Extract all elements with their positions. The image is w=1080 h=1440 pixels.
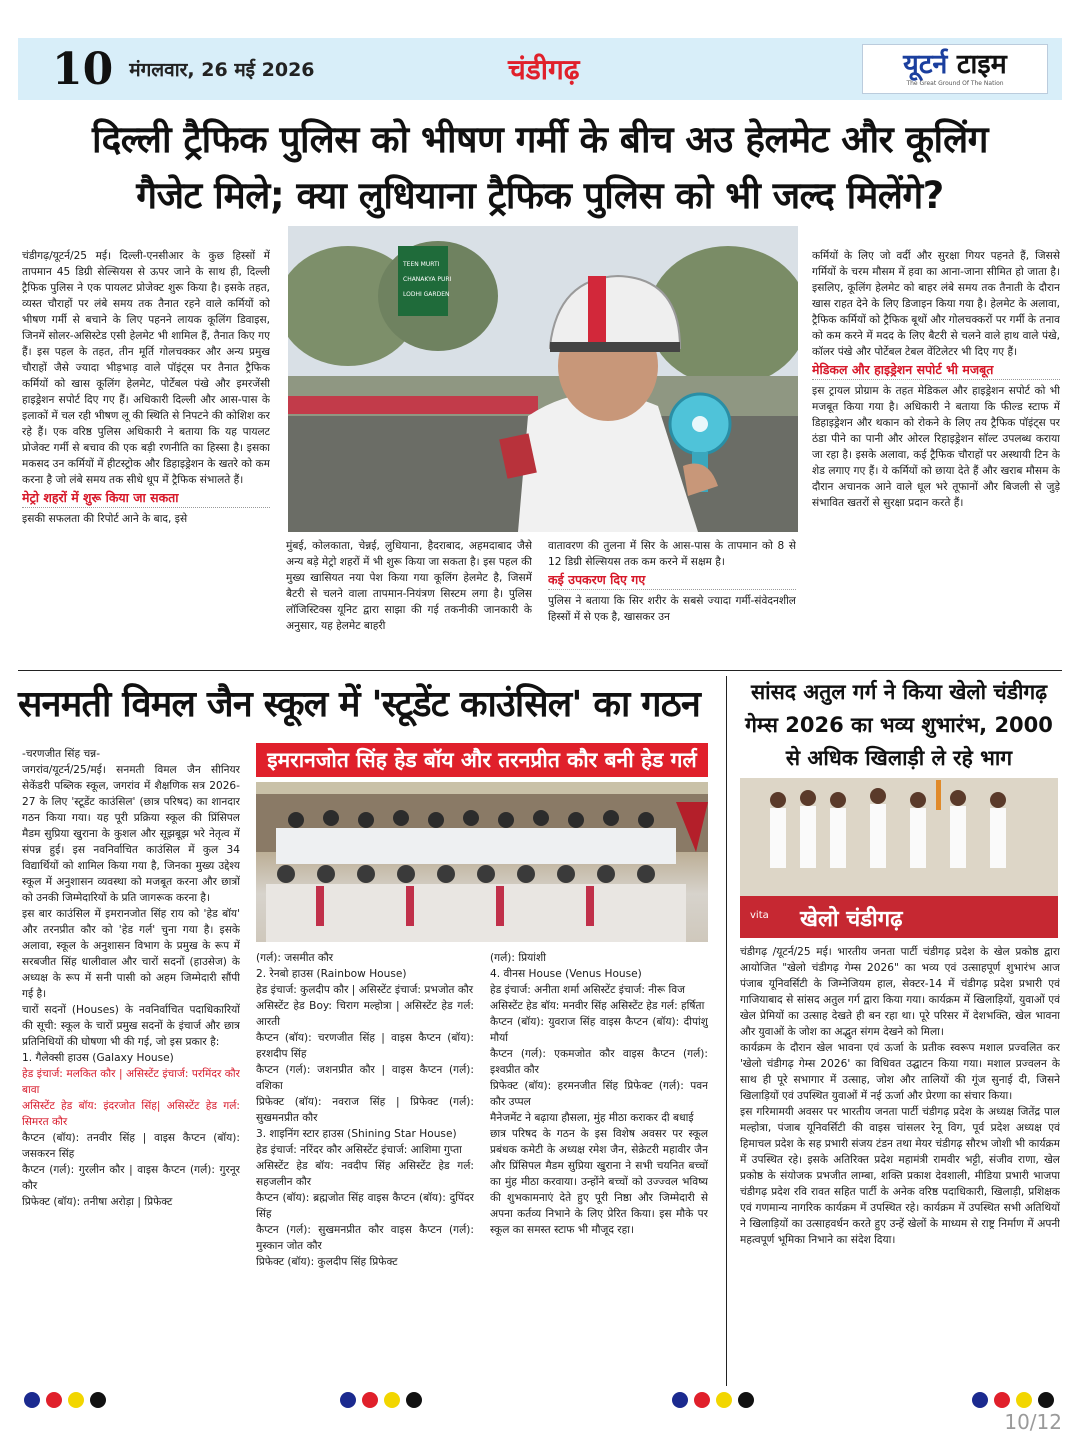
story2-col3-e: कैप्टन (बॉय): युवराज सिंह वाइस कैप्टन (बॉय): दीपांशु मौर्या xyxy=(490,1016,708,1044)
khelo-chandigarh-illustration xyxy=(740,778,1058,938)
color-dot-yellow xyxy=(384,1392,400,1408)
color-dot-yellow xyxy=(1016,1392,1032,1408)
story2-column-3 xyxy=(490,950,708,1386)
story2-col2-l: कैप्टन (गर्ल): सुखमनप्रीत कौर वाइस कैप्टन (गर्ल): मुस्कान जोत कौर xyxy=(256,1224,474,1252)
color-dot-black xyxy=(406,1392,422,1408)
color-dot-red xyxy=(694,1392,710,1408)
story3-body-2: कार्यक्रम के दौरान खेल भावना एवं ऊर्जा के प्रतीक स्वरूप मशाल प्रज्वलित कर 'खेलो चंडीगढ़ गेम्स 2026' का विधिवत उद्घाटन किया गया। मशाल प्रज्वलन के साथ ही पूरे सभागार में उत्साह, जोश और तालियों की गूंज सुनाई दी, जिसने खिलाड़ियों एवं उपस्थित युवाओं में नई ऊर्जा और प्रेरणा का संचार किया। xyxy=(740,1042,1060,1102)
story1-column-1 xyxy=(22,248,270,668)
student-council-photo xyxy=(256,782,708,942)
story2-col2-c: हेड इंचार्ज: कुलदीप कौर | असिस्टेंट इंचार्ज: प्रभजोत कौर xyxy=(256,984,474,996)
story3-headline: सांसद अतुल गर्ग ने किया खेलो चंडीगढ़ गेम्स 2026 का भव्य शुभारंभ, 2000 से अधिक खिलाड़ी ले रहे भाग xyxy=(745,680,1053,770)
story1-headline-line1: दिल्ली ट्रैफिक पुलिस को भीषण गर्मी के बीच अउ हेलमेट और कूलिंग xyxy=(92,118,988,161)
story2-col1-f: असिस्टेंट हेड बॉय: इंदरजोत सिंह| असिस्टेंट हेड गर्ल: सिमरत कौर xyxy=(22,1100,240,1128)
story2-col1-b: इस बार काउंसिल में इमरानजोत सिंह राय को 'हेड बॉय' और तरनप्रीत कौर को 'हेड गर्ल' चुना गया है। इसके अलावा, स्कूल के अनुशासन विभाग के प्रमुख के रूप में सरबजीत सिंह धालीवाल और चारों सदनों (हाउसेज) के अध्यक्ष के रूप में सनी पासी को अहम जिम्मेदारी सौंपी गई है। xyxy=(22,908,240,1000)
story1-headline-line2: गैजेट मिले; क्या लुधियाना ट्रैफिक पुलिस को भी जल्द मिलेंगे? xyxy=(136,174,944,217)
story1-column-2 xyxy=(286,538,532,666)
road-sign-text-2: CHANAKYA PURI xyxy=(403,276,452,283)
column-divider xyxy=(726,676,727,1386)
color-dot-black xyxy=(1038,1392,1054,1408)
story1-col3-end: पुलिस ने बताया कि सिर शरीर के सबसे ज्यादा गर्मी-संवेदनशील हिस्सों में से एक है, खासकर उन xyxy=(548,595,796,623)
story1-subhead-2: कई उपकरण दिए गए xyxy=(548,572,796,590)
story2-col2-k: कैप्टन (बॉय): ब्रह्मजोत सिंह वाइस कैप्टन (बॉय): दुपिंदर सिंह xyxy=(256,1192,474,1220)
color-dot-red xyxy=(362,1392,378,1408)
story2-col2-f: कैप्टन (गर्ल): जशनप्रीत कौर | वाइस कैप्टन (गर्ल): वशिका xyxy=(256,1064,474,1092)
color-dot-blue xyxy=(972,1392,988,1408)
color-dot-black xyxy=(738,1392,754,1408)
story2-col2-i: हेड इंचार्ज: नरिंदर कौर असिस्टेंट इंचार्ज: आशिमा गुप्ता xyxy=(256,1144,462,1156)
story1-col1-text: चंडीगढ़/यूटर्न/25 मई। दिल्ली-एनसीआर के कुछ हिस्सों में तापमान 45 डिग्री सेल्सियस से ऊपर जाने के साथ ही, दिल्ली ट्रैफिक पुलिस ने एक पायलट प्रोजेक्ट शुरू किया है। इसके तहत, व्यस्त चौराहों पर लंबे समय तक तैनात रहने वाले कर्मियों को भीषण गर्मी से बचाने के लिए पहनने लायक कूलिंग डिवाइस, जिनमें सोलर-असिस्टेड एसी हेलमेट भी शामिल हैं, तैनात किए गए हैं। इस पहल के तहत, तीन मूर्ति गोलचक्कर और अन्य प्रमुख चौराहों जैसे ज्यादा भीड़भाड़ वाले पॉइंट्स पर तैनात ट्रैफिक कर्मियों को खास कूलिंग हेलमेट, पोर्टेबल पंखे और इमरजेंसी हाइड्रेशन सपोर्ट दिए गए हैं। अधिकारी दिल्ली और आस-पास के इलाकों में चल रही भीषण लू की स्थिति से निपटने की कोशिश कर रहे हैं। एक वरिष्ठ पुलिस अधिकारी ने बताया कि यह पायलट प्रोजेक्ट गर्मी से बचाव की एक बड़ी रणनीति का हिस्सा है। इसका मकसद उन कर्मियों में हीटस्ट्रोक और डिहाइड्रेशन के खतरे को कम करना है जो लंबे समय तक सीधे धूप में ट्रैफिक संभालते हैं। xyxy=(22,250,270,486)
story2-col1-c: चारों सदनों (Houses) के नवनिर्वाचित पदाधिकारियों की सूची: स्कूल के चारों प्रमुख सदनों के इंचार्ज और छात्र प्रतिनिधियों की घोषणा भी की गई, जो इस प्रकार है: xyxy=(22,1004,240,1048)
issue-date: मंगलवार, 26 मई 2026 xyxy=(129,59,315,81)
story2-col1-d: 1. गैलेक्सी हाउस (Galaxy House) xyxy=(22,1052,174,1064)
photo-banner-small: vita xyxy=(750,910,769,921)
story2-col3-text: (गर्ल): प्रियांशी xyxy=(490,952,546,964)
story2-col2-j: असिस्टेंट हेड बॉय: नवदीप सिंह असिस्टेंट हेड गर्ल: सहजलीन कौर xyxy=(256,1160,474,1188)
color-dot-red xyxy=(46,1392,62,1408)
student-council-illustration xyxy=(256,782,708,942)
color-dot-blue xyxy=(672,1392,688,1408)
color-dot-yellow xyxy=(68,1392,84,1408)
story1-col3-text: वातावरण की तुलना में सिर के आस-पास के तापमान को 8 से 12 डिग्री सेल्सियस तक कम करने में सक्षम है। xyxy=(548,540,796,568)
color-dot-blue xyxy=(24,1392,40,1408)
story2-col2-e: कैप्टन (बॉय): चरणजीत सिंह | वाइस कैप्टन (बॉय): हरशदीप सिंह xyxy=(256,1032,474,1060)
color-dot-red xyxy=(994,1392,1010,1408)
story1-headline xyxy=(22,112,1058,224)
story3-body-1: चंडीगढ़ /यूटर्न/25 मई। भारतीय जनता पार्टी चंडीगढ़ प्रदेश के खेल प्रकोष्ठ द्वारा आयोजित "खेलो चंडीगढ़ गेम्स 2026" का भव्य एवं उत्साहपूर्ण शुभारंभ आज पंजाब यूनिवर्सिटी के जिम्नेजियम हाल, सेक्टर-14 में चंडीगढ़ प्रदेश प्रभारी एवं गाजियाबाद से सांसद अतुल गर्ग द्वारा किया गया। कार्यक्रम में खिलाड़ियों, युवाओं एवं खेल प्रेमियों का उत्साह देखते ही बन रहा था। पूरे परिसर में देशभक्ति, खेल भावना और युवाओं के जोश का अद्भुत संगम देखने को मिला। xyxy=(740,946,1060,1038)
story2-headline: सनमती विमल जैन स्कूल में 'स्टूडेंट काउंसिल' का गठन xyxy=(18,684,701,725)
story2-col2-b: 2. रेनबो हाउस (Rainbow House) xyxy=(256,968,407,980)
story2-col1-h: कैप्टन (गर्ल): गुरलीन कौर | वाइस कैप्टन (गर्ल): गुरनूर कौर xyxy=(22,1164,240,1192)
story2-col1-g: कैप्टन (बॉय): तनवीर सिंह | वाइस कैप्टन (बॉय): जसकरन सिंह xyxy=(22,1132,240,1160)
footer-dots-left xyxy=(24,1392,106,1408)
traffic-police-photo xyxy=(288,226,798,532)
story2-column-1 xyxy=(22,746,240,1386)
story1-column-4 xyxy=(812,248,1060,668)
story1-col2-text: मुंबई, कोलकाता, चेन्नई, लुधियाना, हैदराबाद, अहमदाबाद जैसे अन्य बड़े मेट्रो शहरों में भी शुरू किया जा सकता है। इस पहल की मुख्य खासियत नया पेश किया गया कूलिंग हेलमेट है, जिसमें बैटरी से चलने वाला तापमान-नियंत्रण सिस्टम लगा है। पुलिस लॉजिस्टिक्स यूनिट द्वारा साझा की गई तकनीकी जानकारी के अनुसार, यह हेलमेट बाहरी xyxy=(286,540,532,632)
story2-col1-text: जगरांव/यूटर्न/25/मई। सनमती विमल जैन सीनियर सेकेंडरी पब्लिक स्कूल, जगरांव में शैक्षणिक सत्र 2026-27 के लिए 'स्टूडेंट काउंसिल' (छात्र परिषद) का शानदार गठन किया गया। यह पूरी प्रक्रिया स्कूल की प्रिंसिपल मैडम सुप्रिया खुराना के कुशल और सूझबूझ भरे नेतृत्व में संपन्न हुई। इस नवनिर्वाचित काउंसिल में कुल 34 विद्यार्थियों को शामिल किया गया है, जिनका मुख्य उद्देश्य स्कूल में अनुशासन व्यवस्था को मजबूत करना और छात्रों को उनकी जिम्मेदारियों के प्रति जागरूक करना है। xyxy=(22,764,240,904)
story2-col2-text: (गर्ल): जसमीत कौर xyxy=(256,952,334,964)
story1-col4-text: कर्मियों के लिए जो वर्दी और सुरक्षा गियर पहनते हैं, जिससे गर्मियों के चरम मौसम में हवा का आना-जाना सीमित हो जाता है। इसलिए, कूलिंग हेलमेट को बाहर लंबे समय तक तैनाती के दौरान खास राहत देने के लिए डिजाइन किया गया है। हेलमेट के अलावा, ट्रैफिक कर्मियों को ट्रैफिक बूथों और गोलचक्करों पर गर्मी के तनाव को कम करने में मदद के लिए बैटरी से चलने वाले हाथ वाले पंखे, कॉलर पंखे और पोर्टेबल टेबल वेंटिलेटर भी दिए गए हैं। xyxy=(812,250,1060,358)
story2-byline: -चरणजीत सिंह चन्न- xyxy=(22,748,101,760)
masthead xyxy=(18,38,1062,100)
logo-text-b: टाइम xyxy=(947,49,1007,80)
story2-banner: इमरानजोत सिंह हेड बॉय और तरनप्रीत कौर बनी हेड गर्ल xyxy=(256,743,708,777)
traffic-police-illustration xyxy=(288,226,798,532)
story2-col3-d: असिस्टेंट हेड बॉय: मनवीर सिंह असिस्टेंट हेड गर्ल: हर्षिता xyxy=(490,1000,705,1012)
story2-col2-d: असिस्टेंट हेड Boy: चिराग मल्होत्रा | असिस्टेंट हेड गर्ल: आरती xyxy=(256,1000,474,1028)
story1-col4-end: इस ट्रायल प्रोग्राम के तहत मेडिकल और हाइड्रेशन सपोर्ट को भी मजबूत किया गया है। अधिकारी ने बताया कि फील्ड स्टाफ में डिहाइड्रेशन और थकान को रोकने के लिए तय ट्रैफिक पॉइंट्स पर ठंडा पीने का पानी और ओरल रिहाइड्रेशन सॉल्ट उपलब्ध कराया जा रहा है। इसके अलावा, कई ट्रैफिक चौराहों पर अस्थायी टिन के शेड लगाए गए हैं। ये कर्मियों को छाया देते हैं और खराब मौसम के दौरान अचानक आने वाले धूल भरे तूफानों और बिजली से जुड़े संभावित खतरों से सुरक्षा प्रदान करते हैं। xyxy=(812,385,1060,509)
footer-dots-right xyxy=(972,1392,1054,1408)
section-divider xyxy=(18,670,1062,671)
newspaper-logo xyxy=(862,44,1048,94)
khelo-chandigarh-photo xyxy=(740,778,1058,938)
story1-subhead-1: मेट्रो शहरों में शुरू किया जा सकता xyxy=(22,490,270,508)
story2-col3-b: 4. वीनस House (Venus House) xyxy=(490,968,642,980)
story3-body xyxy=(740,944,1060,1384)
story2-col1-e: हेड इंचार्ज: मलकित कौर | असिस्टेंट इंचार्ज: परमिंदर कौर बावा xyxy=(22,1068,240,1096)
section-city: चंडीगढ़ xyxy=(508,53,580,86)
story2-col2-g: प्रिफेक्ट (बॉय): नवराज सिंह | प्रिफेक्ट (गर्ल): सुखमनप्रीत कौर xyxy=(256,1096,474,1124)
photo-banner-text: खेलो चंडीगढ़ xyxy=(800,907,903,932)
color-dot-black xyxy=(90,1392,106,1408)
logo-text-a: यूटर्न xyxy=(903,49,948,80)
page-count: 10/12 xyxy=(1004,1410,1062,1434)
road-sign-text-3: LODHI GARDEN xyxy=(403,291,450,298)
story1-subhead-3: मेडिकल और हाइड्रेशन सपोर्ट भी मजबूत xyxy=(812,362,1060,380)
story2-col3-i: छात्र परिषद के गठन के इस विशेष अवसर पर स्कूल प्रबंधक कमेटी के अध्यक्ष रमेश जैन, सेक्रेटरी महावीर जैन और प्रिंसिपल मैडम सुप्रिया खुराना ने सभी चयनित बच्चों का मुंह मीठा करवाया। उन्होंने बच्चों को उज्ज्वल भविष्य की शुभकामनाएं देते हुए पूरी निष्ठा और जिम्मेदारी से अपना कर्तव्य निभाने के लिए प्रेरित किया। इस मौके पर स्कूल का समस्त स्टाफ भी मौजूद रहा। xyxy=(490,1128,708,1236)
story3-body-3: इस गरिमामयी अवसर पर भारतीय जनता पार्टी चंडीगढ़ प्रदेश के अध्यक्ष जितेंद्र पाल मल्होत्रा, पंजाब यूनिवर्सिटी की वाइस चांसलर रेनू विग, पूर्व प्रदेश अध्यक्ष एवं हिमाचल प्रदेश के सह प्रभारी संजय टंडन तथा मेयर चंडीगढ़ सौरभ जोशी भी कार्यक्रम में उपस्थित रहे। इसके अतिरिक्त प्रदेश महामंत्री रामवीर भट्टी, संजीव राणा, खेल प्रकोष्ठ के संयोजक प्रभजीत लाम्बा, शक्ति प्रकाश देवशाली, मीडिया प्रभारी भाजपा चंडीगढ़ प्रदेश रवि रावत सहित पार्टी के अनेक वरिष्ठ पदाधिकारी, खिलाड़ी, प्रशिक्षक एवं गणमान्य नागरिक कार्यक्रम में उपस्थित रहे। कार्यक्रम में उपस्थित सभी अतिथियों ने खिलाड़ियों का उत्साहवर्धन करते हुए उन्हें खेलों के माध्यम से राष्ट्र निर्माण में अपनी महत्वपूर्ण भूमिका निभाने का संदेश दिया। xyxy=(740,1106,1060,1246)
footer-dots-center-right xyxy=(672,1392,754,1408)
story2-col3-h: मैनेजमेंट ने बढ़ाया हौसला, मुंह मीठा कराकर दी बधाई xyxy=(490,1112,694,1124)
page-number: 10 xyxy=(52,43,114,95)
story2-col3-c: हेड इंचार्ज: अनीता शर्मा असिस्टेंट इंचार्ज: नीरू विज xyxy=(490,984,685,996)
story2-col2-h: 3. शाइनिंग स्टार हाउस (Shining Star House) xyxy=(256,1128,457,1140)
story2-col3-f: कैप्टन (गर्ल): एकमजोत कौर वाइस कैप्टन (गर्ल): इश्वप्रीत कौर xyxy=(490,1048,708,1076)
story2-col3-g: प्रिफेक्ट (बॉय): हरमनजीत सिंह प्रिफेक्ट (गर्ल): पवन कौर उप्पल xyxy=(490,1080,708,1108)
color-dot-blue xyxy=(340,1392,356,1408)
color-dot-yellow xyxy=(716,1392,732,1408)
story2-col2-m: प्रिफेक्ट (बॉय): कुलदीप सिंह प्रिफेक्ट xyxy=(256,1256,398,1268)
road-sign-text-1: TEEN MURTI xyxy=(403,261,440,268)
story1-column-3 xyxy=(548,538,796,666)
story2-column-2 xyxy=(256,950,474,1386)
story2-col1-i: प्रिफेक्ट (बॉय): तनीषा अरोड़ा | प्रिफेक्ट xyxy=(22,1196,173,1208)
footer-dots-center-left xyxy=(340,1392,422,1408)
logo-tagline: The Great Ground Of The Nation xyxy=(906,80,1004,87)
story1-col1-end: इसकी सफलता की रिपोर्ट आने के बाद, इसे xyxy=(22,513,188,525)
